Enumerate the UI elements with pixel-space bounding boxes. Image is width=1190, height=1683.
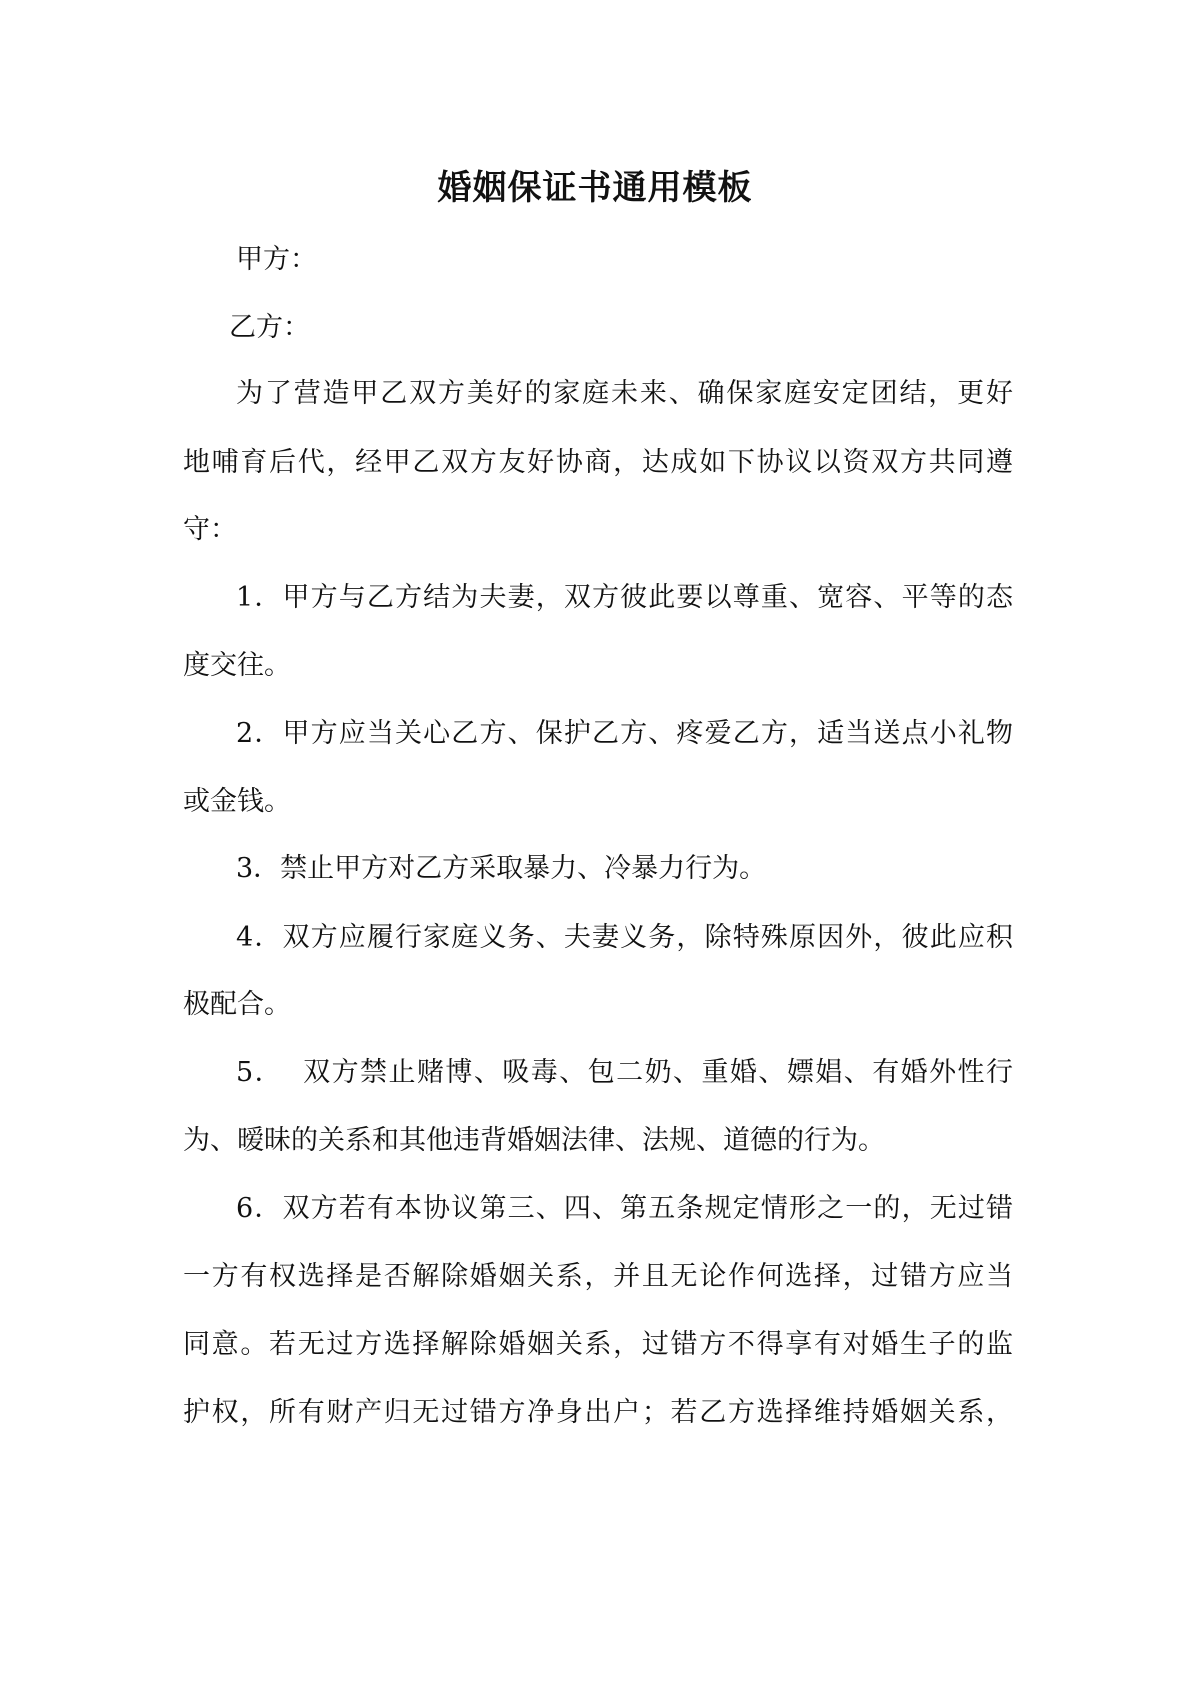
paragraph-line: 为了营造甲乙双方美好的家庭未来、确保家庭安定团结，更好 (236, 378, 1013, 409)
clause-6-line: 一方有权选择是否解除婚姻关系，并且无论作何选择，过错方应当 (183, 1261, 1013, 1292)
clause-2-line: 2．甲方应当关心乙方、保护乙方、疼爱乙方，适当送点小礼物 (236, 718, 1013, 749)
clause-6-line: 护权，所有财产归无过错方净身出户；若乙方选择维持婚姻关系， (183, 1397, 1013, 1428)
clause-6-line: 6．双方若有本协议第三、四、第五条规定情形之一的，无过错 (236, 1193, 1013, 1224)
clause-4-line: 4．双方应履行家庭义务、夫妻义务，除特殊原因外，彼此应积 (236, 922, 1013, 953)
document-title: 婚姻保证书通用模板 (437, 168, 753, 208)
clause-4-line: 极配合。 (183, 989, 291, 1020)
clause-6-line: 同意。若无过方选择解除婚姻关系，过错方不得享有对婚生子的监 (183, 1329, 1013, 1360)
clause-3-line: 3．禁止甲方对乙方采取暴力、冷暴力行为。 (236, 853, 767, 884)
paragraph-line: 守： (183, 514, 237, 545)
paragraph-line: 地哺育后代，经甲乙双方友好协商，达成如下协议以资双方共同遵 (183, 447, 1013, 478)
clause-1-line: 1．甲方与乙方结为夫妻，双方彼此要以尊重、宽容、平等的态 (236, 582, 1013, 613)
clause-5-line: 5． 双方禁止赌博、吸毒、包二奶、重婚、嫖娼、有婚外性行 (236, 1057, 1013, 1088)
clause-5-line: 为、暧昧的关系和其他违背婚姻法律、法规、道德的行为。 (183, 1125, 885, 1156)
clause-1-line: 度交往。 (183, 650, 291, 681)
party-a-line: 甲方： (236, 244, 317, 275)
party-b-line: 乙方： (229, 312, 310, 343)
clause-2-line: 或金钱。 (183, 786, 291, 817)
